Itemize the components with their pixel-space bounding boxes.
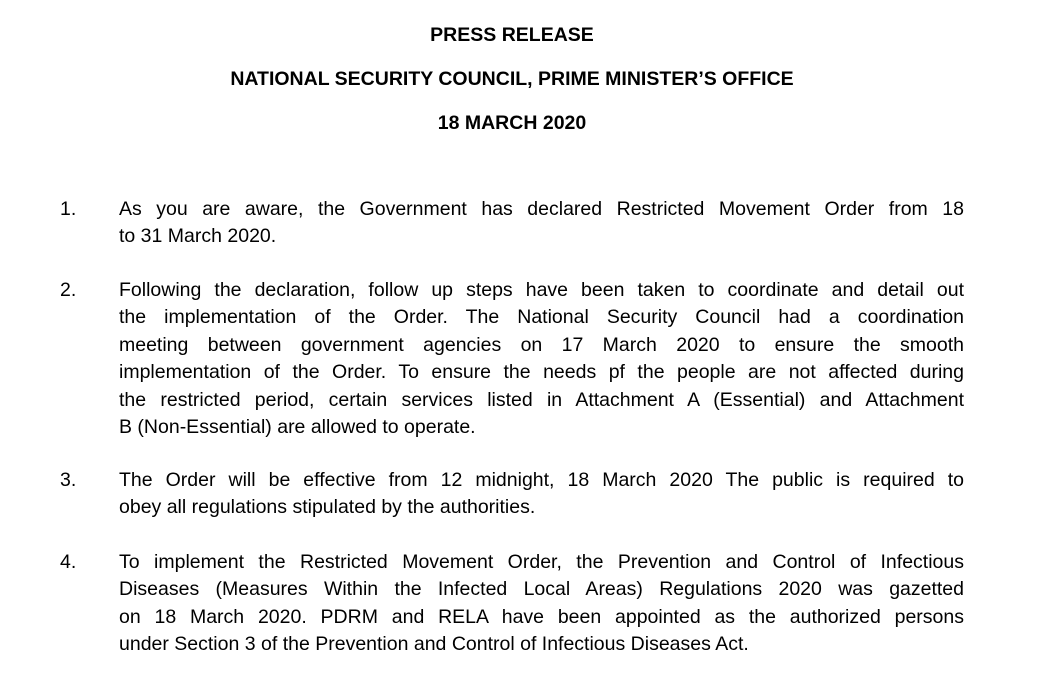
text-line: Diseases (Measures Within the Infected Local Areas) Regulations 2020 was gazetted [119, 578, 964, 601]
paragraph-text [119, 549, 964, 659]
text-line: implementation of the Order. To ensure the needs pf the people are not affected during [119, 361, 964, 384]
issuer-heading: NATIONAL SECURITY COUNCIL, PRIME MINISTER’S OFFICE [230, 68, 794, 90]
text-line: To implement the Restricted Movement Order, the Prevention and Control of Infectious [119, 551, 964, 573]
paragraph-text [119, 467, 964, 522]
paragraph-number: 4. [60, 551, 77, 573]
text-line: to 31 March 2020. [119, 225, 277, 248]
paragraph-number: 1. [60, 198, 77, 220]
text-line: The Order will be effective from 12 midnight, 18 March 2020 The public is required to [119, 469, 964, 491]
text-line: As you are aware, the Government has declared Restricted Movement Order from 18 [119, 198, 964, 220]
text-line: the restricted period, certain services listed in Attachment A (Essential) and Attachment [119, 388, 964, 411]
text-line: B (Non-Essential) are allowed to operate. [119, 416, 476, 439]
text-line: Following the declaration, follow up steps have been taken to coordinate and detail out [119, 279, 964, 301]
text-line: under Section 3 of the Prevention and Control of Infectious Diseases Act. [119, 633, 749, 656]
text-line: meeting between government agencies on 17 March 2020 to ensure the smooth [119, 333, 964, 356]
text-line: obey all regulations stipulated by the authorities. [119, 496, 536, 519]
press-release-title: PRESS RELEASE [430, 24, 594, 46]
release-date: 18 MARCH 2020 [437, 112, 587, 134]
paragraph-number: 2. [60, 279, 77, 301]
paragraph-text [119, 196, 964, 251]
text-line: the implementation of the Order. The National Security Council had a coordination [119, 306, 964, 329]
text-line: on 18 March 2020. PDRM and RELA have been appointed as the authorized persons [119, 605, 964, 628]
paragraph-number: 3. [60, 469, 77, 491]
paragraph-text [119, 277, 964, 441]
